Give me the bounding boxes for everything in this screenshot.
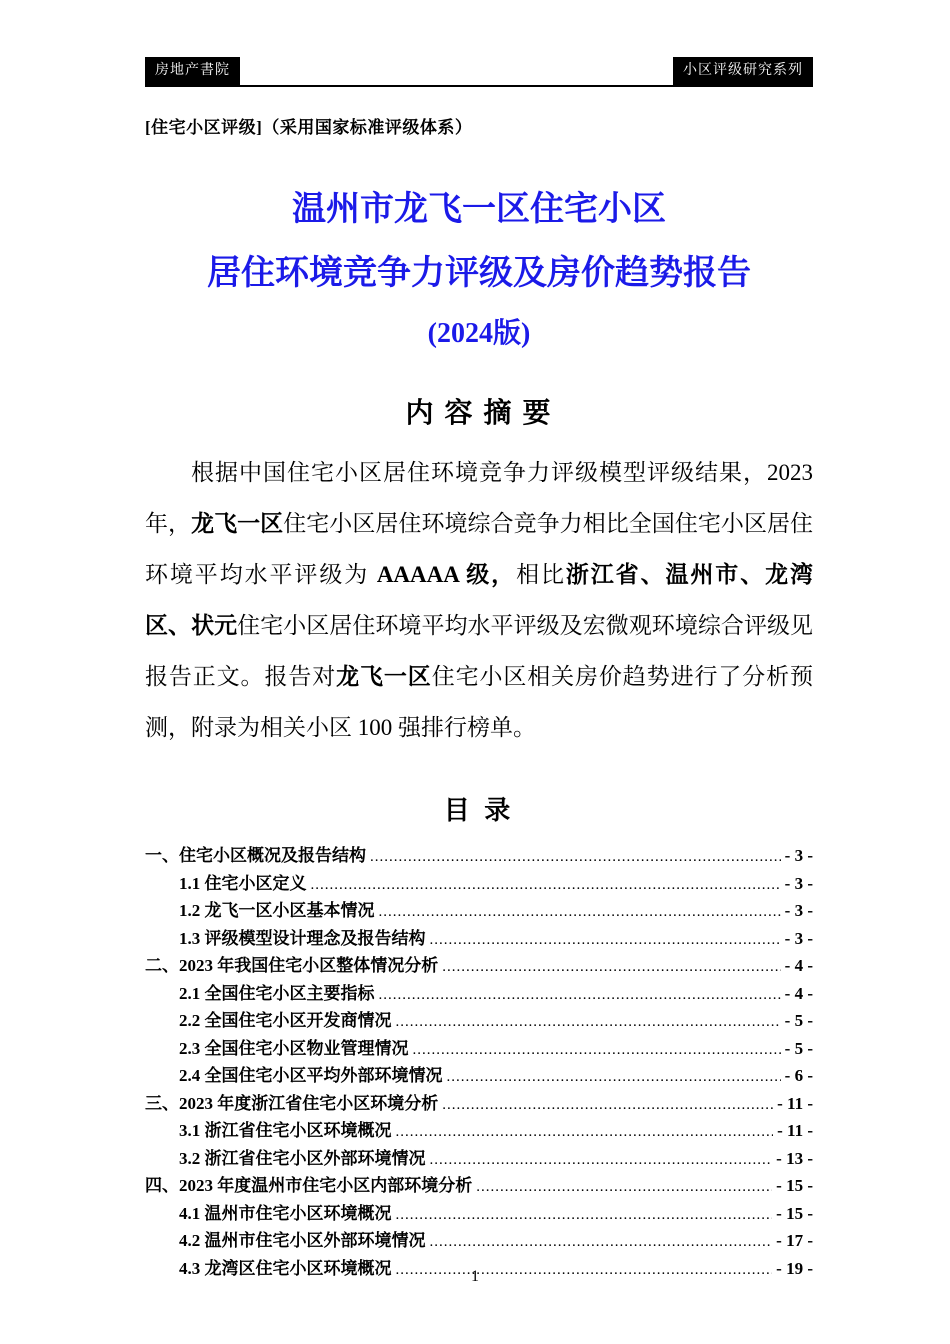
toc-item — [145, 1063, 813, 1091]
toc-item-label: 2.4 全国住宅小区平均外部环境情况 — [179, 1066, 443, 1085]
toc-item-label: 二、2023 年我国住宅小区整体情况分析 — [145, 956, 439, 975]
header-left-label: 房地产書院 — [145, 57, 240, 85]
summary-text-segment: 根据中国住宅小区居住环境竞争力评级模型评级结果，2023 年， — [145, 460, 813, 536]
toc-leader-dots — [430, 1146, 773, 1174]
toc-item-label: 2.2 全国住宅小区开发商情况 — [179, 1011, 392, 1030]
toc-item — [145, 1118, 813, 1146]
summary-text-segment: 住宅小区居住环境综合竞争力相比全国住宅小区居住环境平均水平评级为 — [145, 511, 814, 587]
toc-leader-dots — [379, 981, 781, 1009]
toc-item — [145, 953, 813, 981]
toc-item-page: - 4 - — [784, 956, 813, 975]
toc-item-label: 1.3 评级模型设计理念及报告结构 — [179, 928, 426, 948]
toc-item-page: - 6 - — [784, 1066, 813, 1085]
toc-leader-dots — [430, 926, 781, 954]
toc-item-page: - 4 - — [784, 983, 813, 1003]
toc-leader-dots — [476, 1173, 772, 1201]
toc-item-label: 4.3 龙湾区住宅小区环境概况 — [179, 1258, 392, 1278]
summary-text-segment: 浙江省、温州市、龙湾区、状元 — [145, 562, 814, 638]
summary-text-segment: 龙飞一区 — [191, 511, 284, 536]
toc-item — [145, 1173, 813, 1201]
toc-item-label: 3.1 浙江省住宅小区环境概况 — [179, 1121, 392, 1140]
toc-item — [145, 1036, 813, 1064]
toc-item-page: - 3 - — [784, 901, 813, 920]
toc-item-label: 4.2 温州市住宅小区外部环境情况 — [179, 1231, 426, 1250]
summary-text-segment: 住宅小区相关房价趋势进行了分析预测，附录为相关小区 100 强排行榜单。 — [145, 664, 814, 740]
toc-leader-dots — [442, 953, 780, 981]
toc-item-label: 1.1 住宅小区定义 — [179, 873, 307, 893]
toc-item-page: - 11 - — [777, 1093, 813, 1113]
toc-item — [145, 843, 813, 871]
toc-item-page: - 3 - — [784, 873, 813, 893]
toc-leader-dots — [413, 1036, 781, 1064]
toc-item — [145, 1228, 813, 1256]
page-number: 1 — [471, 1268, 479, 1285]
summary-text-segment: 住宅小区居住环境平均水平评级及宏微观环境综合评级见报告正文。报告对 — [145, 613, 814, 689]
toc-leader-dots — [396, 1118, 774, 1146]
toc-item — [145, 1091, 813, 1119]
header-right-label: 小区评级研究系列 — [673, 57, 813, 85]
toc-item-page: - 3 - — [784, 928, 813, 948]
toc-item-page: - 19 - — [776, 1258, 813, 1278]
toc-leader-dots — [370, 843, 781, 871]
toc-item-label: 4.1 温州市住宅小区环境概况 — [179, 1203, 392, 1223]
toc-item — [145, 926, 813, 954]
report-title-line1: 温州市龙飞一区住宅小区 — [292, 191, 666, 228]
summary-text-segment: AAAAA 级， — [376, 562, 517, 587]
summary-text-segment: 龙飞一区 — [336, 664, 432, 689]
toc-leader-dots — [430, 1228, 773, 1256]
toc-item-page: - 15 - — [776, 1203, 813, 1223]
toc-item-label: 2.1 全国住宅小区主要指标 — [179, 983, 375, 1003]
toc-item — [145, 871, 813, 899]
report-title-edition: (2024版) — [427, 318, 531, 349]
toc-item-label: 一、住宅小区概况及报告结构 — [145, 846, 366, 865]
toc-leader-dots — [396, 1008, 781, 1036]
classification-line: [住宅小区评级]（采用国家标准评级体系） — [145, 118, 473, 137]
toc-item — [145, 1146, 813, 1174]
toc-item-page: - 13 - — [776, 1148, 813, 1168]
toc-item-page: - 17 - — [776, 1231, 813, 1250]
report-title-line2: 居住环境竞争力评级及房价趋势报告 — [207, 255, 751, 292]
toc-item-label: 1.2 龙飞一区小区基本情况 — [179, 901, 375, 920]
toc-leader-dots — [379, 898, 781, 926]
summary-text-segment: 相比 — [516, 562, 566, 587]
toc-leader-dots — [396, 1201, 773, 1229]
toc-item-label: 2.3 全国住宅小区物业管理情况 — [179, 1038, 409, 1058]
toc-item-page: - 3 - — [784, 846, 813, 865]
toc-item — [145, 981, 813, 1009]
toc-item-label: 3.2 浙江省住宅小区外部环境情况 — [179, 1148, 426, 1168]
summary-heading: 内 容 摘 要 — [405, 398, 553, 429]
toc-item-label: 四、2023 年度温州市住宅小区内部环境分析 — [145, 1176, 473, 1195]
toc-item-page: - 5 - — [784, 1038, 813, 1058]
toc-item-page: - 15 - — [776, 1176, 813, 1195]
toc-item — [145, 1201, 813, 1229]
toc-item — [145, 898, 813, 926]
toc-leader-dots — [447, 1063, 781, 1091]
toc-leader-dots — [442, 1091, 773, 1119]
toc-item-label: 三、2023 年度浙江省住宅小区环境分析 — [145, 1093, 439, 1113]
page-header — [145, 57, 813, 87]
toc-heading: 目 录 — [443, 796, 515, 825]
toc-item-page: - 5 - — [784, 1011, 813, 1030]
report-title-block — [145, 186, 813, 354]
toc-item-page: - 11 - — [777, 1121, 813, 1140]
toc-item — [145, 1008, 813, 1036]
toc-list — [145, 843, 813, 1283]
toc-leader-dots — [311, 871, 781, 899]
summary-paragraph — [145, 447, 813, 753]
